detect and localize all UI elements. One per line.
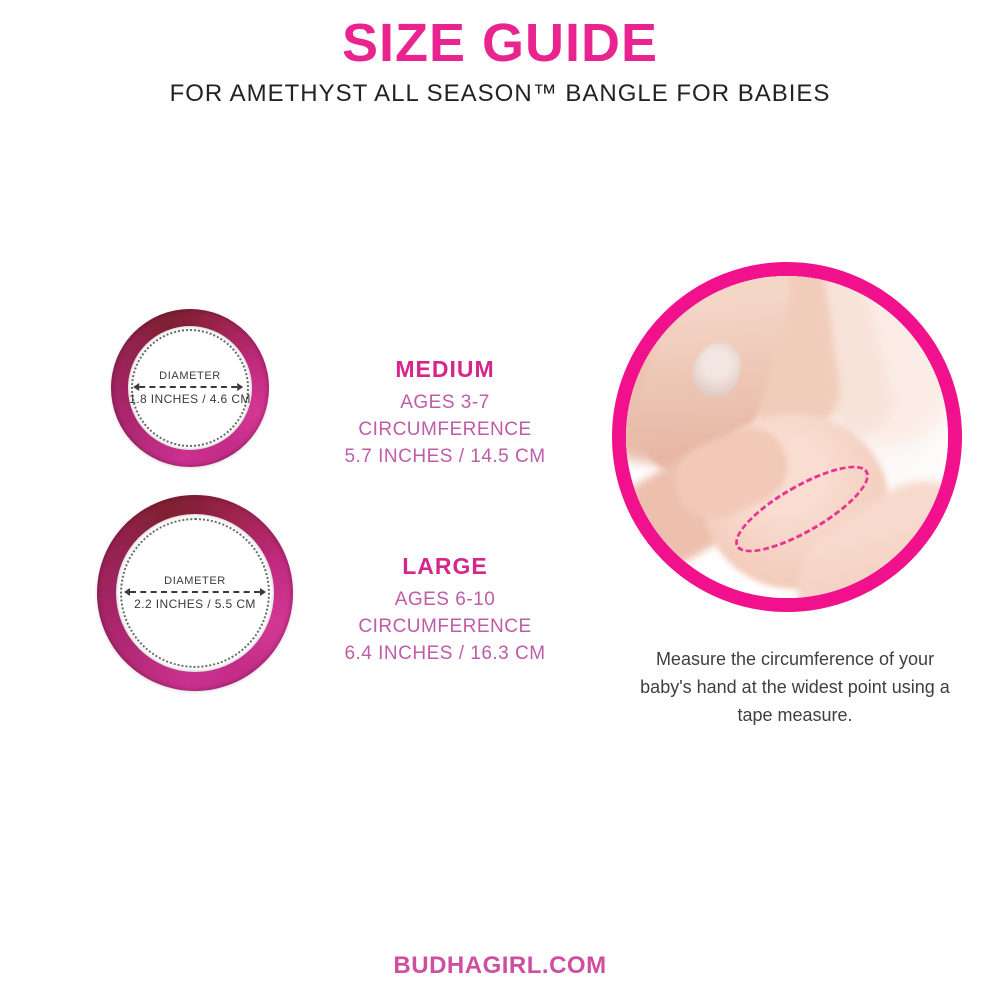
circumference-value: 6.4 INCHES / 16.3 CM (344, 643, 546, 664)
arrow-dashed-line (139, 386, 237, 388)
size-info-medium (315, 356, 575, 470)
size-ages: AGES 3-7 (400, 392, 490, 413)
page-subtitle: FOR AMETHYST ALL SEASON™ BANGLE FOR BABIES (169, 80, 831, 107)
diameter-label-large (120, 575, 270, 611)
bangle-medium-illustration (111, 309, 269, 467)
page-title: SIZE GUIDE (341, 13, 659, 73)
arrow-right-icon (237, 383, 247, 391)
size-name: LARGE (402, 553, 488, 579)
diameter-label-medium (129, 370, 251, 406)
diameter-value: 1.8 INCHES / 4.6 CM (129, 392, 251, 406)
arrow-left-icon (120, 588, 130, 596)
baby-hand-photo-circle (612, 262, 962, 612)
measurement-instruction: Measure the circumference of your baby's hand at the widest point using a tape measure. (640, 649, 950, 725)
bangle-large-illustration (97, 495, 293, 691)
circumference-label: CIRCUMFERENCE (358, 616, 532, 637)
size-name: MEDIUM (395, 356, 495, 382)
size-info-large (315, 553, 575, 667)
circumference-value: 5.7 INCHES / 14.5 CM (344, 446, 546, 467)
baby-hand-photo (626, 276, 948, 598)
arrow-dashed-line (130, 591, 260, 593)
diameter-word: DIAMETER (164, 575, 226, 587)
diameter-value: 2.2 INCHES / 5.5 CM (134, 597, 256, 611)
footer-website: BUDHAGIRL.COM (393, 952, 607, 979)
diameter-arrow (120, 588, 270, 596)
size-ages: AGES 6-10 (394, 589, 496, 610)
arrow-right-icon (260, 588, 270, 596)
arrow-left-icon (129, 383, 139, 391)
diameter-word: DIAMETER (159, 370, 221, 382)
circumference-label: CIRCUMFERENCE (358, 419, 532, 440)
diameter-arrow (129, 383, 247, 391)
